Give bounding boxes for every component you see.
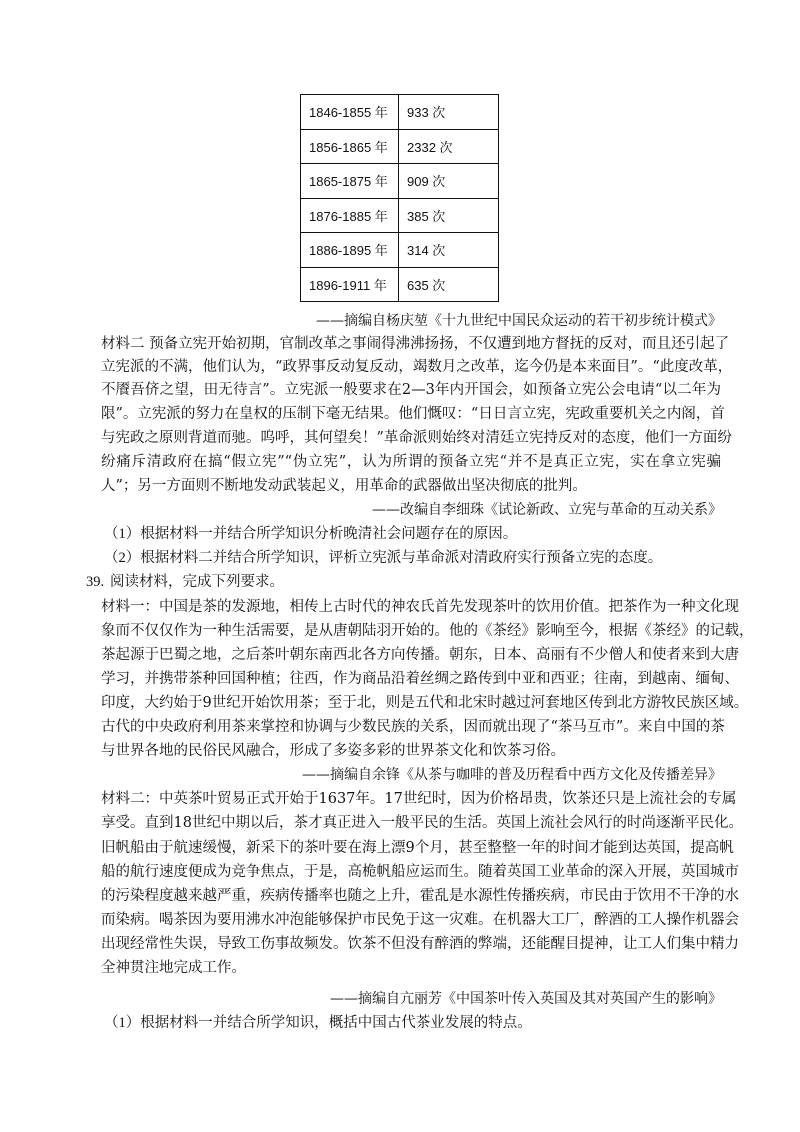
material-2b-line: 的污染程度越来越严重，疾病传播率也随之上升，霍乱是水源性传播疾病，市民由于饮用不干净的水 — [101, 888, 739, 904]
material-2b-line: 旧帆船由于航速缓慢，新采下的茶叶要在海上漂9个月，甚至整整一年的时间才能到达英国，提高帆 — [101, 840, 734, 856]
source-citation-3: ——摘编自余锋《从茶与咖啡的普及历程看中西方文化及传播差异》 — [302, 767, 722, 783]
count-cell: 909 次 — [399, 164, 499, 199]
material-1-line: 茶起源于巴蜀之地，之后茶叶朝东南西北各方向传播。朝东，日本、高丽有不少僧人和使者来到大唐 — [101, 647, 739, 663]
material-1-line: 印度，大约始于9世纪开始饮用茶；至于北，则是五代和北宋时越过河套地区传到北方游牧民族区域。 — [101, 695, 749, 711]
period-cell: 1846-1855 年 — [301, 95, 399, 130]
material-2b-line: 出现经常性失误，导致工伤事故频发。饮茶不但没有醉酒的弊端，还能醒目提神，让工人们集中精力 — [101, 936, 739, 952]
material-1-line: 象而不仅仅作为一种生活需要，是从唐朝陆羽开始的。他的《茶经》影响至今，根据《茶经》的记载， — [101, 623, 754, 639]
count-cell: 2332 次 — [399, 129, 499, 164]
material-2b-line: 全神贯注地完成工作。 — [101, 960, 246, 976]
material-1-line: 古代的中央政府利用茶来掌控和协调与少数民族的关系，因而就出现了“茶马互市”。来自中国的茶 — [101, 719, 725, 735]
source-citation-1: ——摘编自杨庆堃《十九世纪中国民众运动的若干初步统计模式》 — [316, 313, 722, 329]
question-38-2: （2）根据材料二并结合所学知识，评析立宪派与革命派对清政府实行预备立宪的态度。 — [104, 550, 663, 566]
table-row — [301, 267, 499, 302]
count-cell: 314 次 — [399, 233, 499, 268]
period-cell: 1896-1911 年 — [301, 267, 399, 302]
material-2b-line: 船的航行速度便成为竞争焦点，于是，高桅帆船应运而生。随着英国工业革命的深入开展，英国城市 — [101, 864, 739, 880]
material-2b-line: 而染病。喝茶因为要用沸水冲泡能够保护市民免于这一灾难。在机器大工厂，醉酒的工人操作机器会 — [101, 912, 739, 928]
material-1-line: 学习，并携带茶种回国种植；往西，作为商品沿着丝绸之路传到中亚和西亚；往南，到越南、缅甸、 — [101, 671, 739, 687]
material-2b-line: 材料二：中英茶叶贸易正式开始于1637年。17世纪时，因为价格昂贵，饮茶还只是上流社会的专属 — [101, 791, 737, 807]
material-2-line: 人”；另一方面则不断地发动武装起义，用革命的武器做出坚决彻底的批判。 — [101, 478, 587, 494]
material-2-line: 纷痛斥清政府在搞“假立宪”“伪立宪”，认为所谓的预备立宪“并不是真正立宪，实在拿立宪骗 — [101, 454, 721, 470]
table-row — [301, 129, 499, 164]
material-1-line: 与世界各地的民俗民风融合，形成了多姿多彩的世界茶文化和饮茶习俗。 — [101, 743, 565, 759]
material-2-line: 不餍吾侪之望，田无待言”。立宪派一般要求在2—3年内开国会，如预备立宪公会电请“以二年为 — [101, 382, 721, 398]
material-2b-line: 享受。直到18世纪中期以后，茶才真正进入一般平民的生活。英国上流社会风行的时尚逐渐平民化。 — [101, 815, 743, 831]
table-row — [301, 233, 499, 268]
table-row — [301, 95, 499, 130]
period-cell: 1876-1885 年 — [301, 198, 399, 233]
table-row — [301, 198, 499, 233]
material-2-line: 与宪政之原则背道而驰。呜呼，其何望矣！”革命派则始终对清廷立宪持反对的态度，他们一方面纷 — [101, 430, 732, 446]
count-cell: 635 次 — [399, 267, 499, 302]
question-39-number: 39. — [86, 574, 105, 590]
period-cell: 1886-1895 年 — [301, 233, 399, 268]
count-cell: 933 次 — [399, 95, 499, 130]
period-cell: 1856-1865 年 — [301, 129, 399, 164]
question-38-1: （1）根据材料一并结合所学知识分析晚清社会问题存在的原因。 — [104, 526, 518, 542]
material-2-line: 限”。立宪派的努力在皇权的压制下毫无结果。他们慨叹：“日日言立宪，宪政重要机关之内阁，首 — [101, 406, 725, 422]
count-cell: 385 次 — [399, 198, 499, 233]
question-39-prompt: 阅读材料，完成下列要求。 — [110, 574, 284, 590]
material-1-line: 材料一：中国是茶的发源地，相传上古时代的神农氏首先发现茶叶的饮用价值。把茶作为一种文化现 — [101, 599, 739, 615]
material-2-line: 立宪派的不满，他们认为，“政界事反动复反动，竭数月之改革，迄今仍是本来面目”。“此度改革， — [101, 359, 733, 375]
period-cell: 1865-1875 年 — [301, 164, 399, 199]
source-citation-4: ——摘编自亢丽芳《中国茶叶传入英国及其对英国产生的影响》 — [330, 991, 722, 1007]
statistics-table — [300, 94, 499, 302]
source-citation-2: ——改编自李细珠《试论新政、立宪与革命的互动关系》 — [372, 502, 722, 518]
question-39-1: （1）根据材料一并结合所学知识，概括中国古代茶业发展的特点。 — [104, 1015, 532, 1031]
material-2-line: 材料二 预备立宪开始初期，官制改革之事闹得沸沸扬扬，不仅遭到地方督抚的反对，而且还引起了 — [101, 336, 730, 352]
table-row — [301, 164, 499, 199]
